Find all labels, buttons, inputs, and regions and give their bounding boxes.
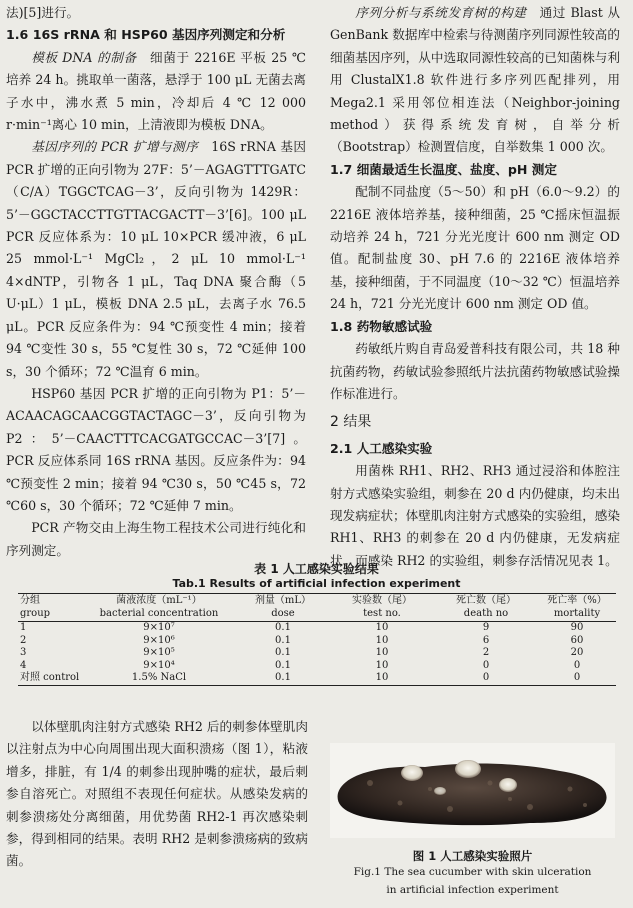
section-heading-2: 2 结果 bbox=[330, 414, 372, 431]
paragraph bbox=[330, 2, 620, 159]
paragraph-text: 细菌于 2216E 平板 25 ℃培养 24 h。挑取单一菌落，悬浮于 100 μL 无菌去离子水中，沸水煮 5 min，冷却后 4 ℃ 12 000 r·min⁻¹离心 10 min，上清液即为模板 DNA。 bbox=[6, 49, 307, 133]
header-group: 分组 group bbox=[20, 595, 51, 619]
left-column-bottom bbox=[6, 716, 308, 873]
section-heading-1-8: 1.8 药物敏感试验 bbox=[330, 318, 433, 334]
table-row: 1 9×10⁷ 0.1 10 9 90 bbox=[20, 622, 584, 633]
paragraph bbox=[6, 47, 306, 137]
run-in-heading: 序列分析与系统发育树的构建 bbox=[355, 5, 527, 20]
ulcer-lesion bbox=[455, 760, 481, 778]
paragraph bbox=[6, 136, 306, 382]
paragraph: 法)[5]进行。 bbox=[6, 5, 80, 20]
left-column bbox=[6, 2, 306, 562]
table-row: 对照 control 1.5% NaCl 0.1 10 0 0 bbox=[20, 672, 581, 683]
section-heading-1-7: 1.7 细菌最适生长温度、盐度、pH 测定 bbox=[330, 161, 557, 177]
table-header-row bbox=[18, 594, 616, 622]
figure-caption-cn: 图 1 人工感染实验照片 bbox=[412, 849, 533, 863]
table-row: 2 9×10⁶ 0.1 10 6 60 bbox=[20, 634, 584, 646]
table-caption-cn: 表 1 人工感染实验结果 bbox=[254, 562, 379, 576]
figure-caption-en-1: Fig.1 The sea cucumber with skin ulceration bbox=[353, 866, 592, 878]
ulcer-lesion bbox=[401, 765, 423, 781]
run-in-heading: 模板 DNA 的制备 bbox=[31, 49, 137, 65]
paragraph: 药敏纸片购自青岛爱普科技有限公司，共 18 种抗菌药物，药敏试验参照纸片法抗菌药物敏感试验操作标准进行。 bbox=[330, 341, 620, 401]
paragraph: 以体壁肌肉注射方式感染 RH2 后的刺参体壁肌肉以注射点为中心向周围出现大面积溃疡（图 1），粘液增多，排脏，有 1/4 的刺参出现肿嘴的症状，最后刺参自溶死亡。对照组不表现任何症状。从感染发病的刺参溃疡处分离细菌，用优势菌 RH2-1 再次感染刺参，得到相同的结果。表明 RH2 是刺参溃疡病的致病菌。 bbox=[6, 719, 308, 869]
paragraph-text: 16S rRNA 基因 PCR 扩增的正向引物为 27F：5’－AGAGTTTGATC（C/A）TGGCTCAG－3’，反向引物为 1429R：5’－GGCTACCTTGTTACGACTT－3’[6]。100 μL PCR 反应体系为：10 μL 10×PCR 缓冲液，6 μL 25 mmol·L⁻¹ MgCl₂，2 μL 10 mmol·L⁻¹ 4×dNTP，引物各 1 μL，Taq DNA 聚合酶（5 U·μL）1 μL，模板 DNA 2.5 μL，去离子水 76.5 μL。PCR 反应条件为：94 ℃预变性 4 min；接着 94 ℃变性 30 s，55 ℃复性 30 s，72 ℃延伸 100 s，30 个循环；72 ℃温育 6 min。 bbox=[6, 139, 307, 379]
figure-photo bbox=[330, 743, 615, 838]
table-row: 4 9×10⁴ 0.1 10 0 0 bbox=[20, 659, 581, 671]
results-table bbox=[18, 593, 616, 686]
paragraph: 用菌株 RH1、RH2、RH3 通过浸浴和体腔注射方式感染实验组，刺参在 20 d 内仍健康，均未出现发病症状；体壁肌肉注射方式感染的实验组，感染 RH1、RH3 的刺参在 20 d 内仍健康，无发病症状，而感染 RH2 的实验组，刺参存活情况见表 1。 bbox=[330, 463, 620, 568]
right-column bbox=[330, 2, 620, 572]
header-death-no: 死亡数（尾） death no bbox=[456, 595, 516, 619]
paragraph: 配制不同盐度（5～50）和 pH（6.0～9.2）的 2216E 液体培养基，接种细菌，25 ℃摇床恒温振动培养 24 h，721 分光光度计 600 nm 测定 OD 值。配制盐度 30、pH 7.6 的 2216E 液体培养基，接种细菌，于不同温度（10～32 ℃）恒温培养 24 h，721 分光光度计 600 nm 测定 OD 值。 bbox=[330, 184, 620, 312]
header-dose: 剂量（mL） dose bbox=[254, 595, 312, 619]
table-block bbox=[0, 560, 633, 683]
section-heading-1-6: 1.6 16S rRNA 和 HSP60 基因序列测定和分析 bbox=[6, 27, 286, 43]
run-in-heading: 基因序列的 PCR 扩增与测序 bbox=[31, 139, 199, 155]
section-heading-2-1: 2.1 人工感染实验 bbox=[330, 440, 433, 456]
sea-cucumber-image bbox=[330, 743, 615, 838]
paragraph: HSP60 基因 PCR 扩增的正向引物为 P1：5’－ACAACAGCAACGGTACTAGC－3’，反向引物为 P2：5’－CAACTTTCACGATGCCAC－3’[7]。PCR 反应体系同 16S rRNA 基因。反应条件为：94 ℃预变性 2 min；接着 94 ℃30 s，50 ℃45 s，72 ℃60 s，30 个循环；72 ℃延伸 7 min。 bbox=[6, 385, 306, 513]
paragraph-text: 通过 Blast 从 GenBank 数据库中检索与待测菌序列同源性较高的细菌基因序列，从中选取同源性较高的已知菌株与利用 ClustalX1.8 软件进行多序列匹配排列，用 Mega2.1 采用邻位相连法（Neighbor-joining method）获得系统发育树，自举分析（Bootstrap）检测置信度，自举数集 1 000 次。 bbox=[330, 5, 621, 155]
figure-caption-en-2: in artificial infection experiment bbox=[386, 884, 559, 896]
paragraph: PCR 产物交由上海生物工程技术公司进行纯化和序列测定。 bbox=[6, 520, 306, 558]
table-caption-en: Tab.1 Results of artificial infection experiment bbox=[172, 577, 461, 590]
header-concentration: 菌液浓度（mL⁻¹） bacterial concentration bbox=[99, 595, 219, 619]
header-test-no: 实验数（尾） test no. bbox=[352, 595, 412, 619]
ulcer-lesion bbox=[434, 787, 446, 795]
table-row: 3 9×10⁵ 0.1 10 2 20 bbox=[20, 647, 584, 658]
ulcer-lesion bbox=[499, 778, 517, 792]
header-mortality: 死亡率（%） mortality bbox=[547, 595, 607, 619]
